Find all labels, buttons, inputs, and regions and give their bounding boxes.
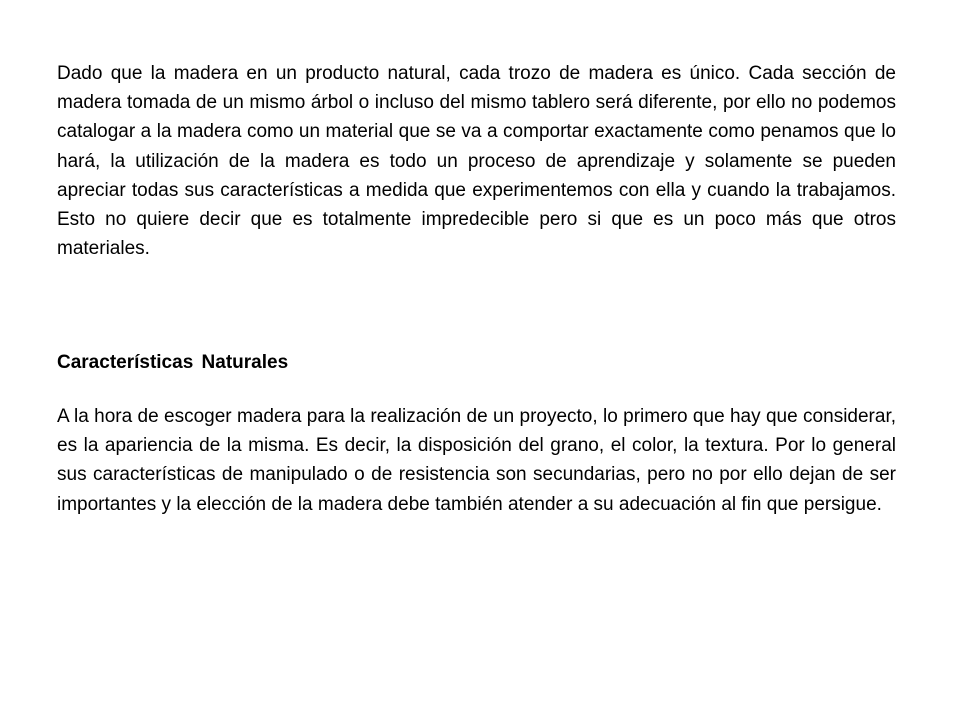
- section-heading: Características Naturales: [57, 352, 289, 373]
- intro-paragraph: Dado que la madera en un producto natural, cada trozo de madera es único. Cada sección de madera tomada de un mismo árbol o incluso del mismo tablero será diferente, por ello no podemos catalogar a la madera como un material que se va a comportar exactamente como penamos que lo hará, la utilización de la madera es todo un proceso de aprendizaje y solamente se pueden apreciar todas sus características a medida que experimentemos con ella y cuando la trabajamos. Esto no quiere decir que es totalmente impredecible pero si que es un poco más que otros materiales.: [57, 63, 896, 260]
- section-paragraph: A la hora de escoger madera para la realización de un proyecto, lo primero que hay que considerar, es la apariencia de la misma. Es decir, la disposición del grano, el color, la textura. Por lo general sus características de manipulado o de resistencia son secundarias, pero no por ello dejan de ser importantes y la elección de la madera debe también atender a su adecuación al fin que persigue.: [57, 406, 896, 515]
